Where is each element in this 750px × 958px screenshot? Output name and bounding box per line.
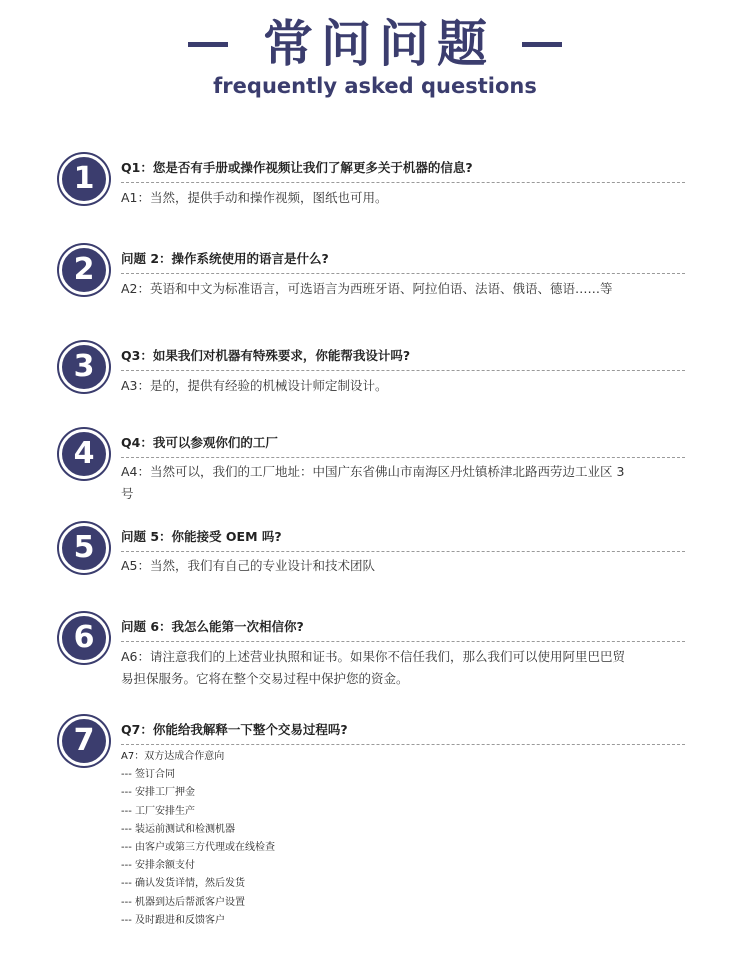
process-step: --- 签订合同 (121, 769, 176, 781)
faq-answer: A5：当然，我们有自己的专业设计和技术团队 (121, 558, 376, 573)
process-step: A7：双方达成合作意向 (121, 751, 225, 762)
faq-question: 问题 2：操作系统使用的语言是什么? (121, 249, 685, 274)
faq-question: Q4：我可以参观你们的工厂 (121, 433, 685, 458)
faq-question: Q1：您是否有手册或操作视频让我们了解更多关于机器的信息? (121, 158, 685, 183)
process-step: --- 安排工厂押金 (121, 787, 196, 799)
page-subtitle: frequently asked questions (213, 74, 537, 98)
faq-number-badge: 6 (59, 613, 109, 663)
faq-number-badge: 5 (59, 523, 109, 573)
title-left-line (188, 42, 228, 47)
process-step: --- 安排余额支付 (121, 860, 196, 872)
page-header (0, 0, 750, 110)
faq-answer: A6：请注意我们的上述营业执照和证书。如果你不信任我们，那么我们可以使用阿里巴巴贸易担保服务。它将在整个交易过程中保护您的资金。 (121, 649, 626, 686)
process-step: --- 确认发货详情，然后发货 (121, 878, 246, 890)
faq-question: 问题 6：我怎么能第一次相信你? (121, 617, 685, 642)
process-step: --- 机器到达后帮派客户设置 (121, 896, 246, 908)
faq-answer: A3：是的，提供有经验的机械设计师定制设计。 (121, 378, 388, 393)
faq-answer: A1：当然，提供手动和操作视频，图纸也可用。 (121, 190, 388, 205)
process-step: --- 及时跟进和反馈客户 (121, 914, 226, 926)
page-title: 常问问题 (263, 15, 495, 73)
faq-number-badge: 4 (59, 429, 109, 479)
faq-number-badge: 2 (59, 245, 109, 295)
faq-question: 问题 5：你能接受 OEM 吗? (121, 527, 685, 552)
faq-number-badge: 3 (59, 342, 109, 392)
faq-answer: A4：当然可以，我们的工厂地址：中国广东省佛山市南海区丹灶镇桥津北路西劳边工业区 3 号 (121, 464, 625, 501)
faq-number-badge: 1 (59, 154, 109, 204)
faq-answer-process-list (121, 748, 521, 930)
process-step: --- 工厂安排生产 (121, 805, 196, 817)
faq-answer: A2：英语和中文为标准语言，可选语言为西班牙语、阿拉伯语、法语、俄语、德语……等 (121, 281, 613, 296)
title-right-line (522, 42, 562, 47)
title-row (0, 14, 750, 74)
process-step: --- 由客户或第三方代理或在线检查 (121, 842, 276, 854)
process-step: --- 装运前测试和检测机器 (121, 823, 236, 835)
faq-question: Q3：如果我们对机器有特殊要求，你能帮我设计吗? (121, 346, 685, 371)
faq-number-badge: 7 (59, 716, 109, 766)
faq-question: Q7：你能给我解释一下整个交易过程吗? (121, 720, 685, 745)
